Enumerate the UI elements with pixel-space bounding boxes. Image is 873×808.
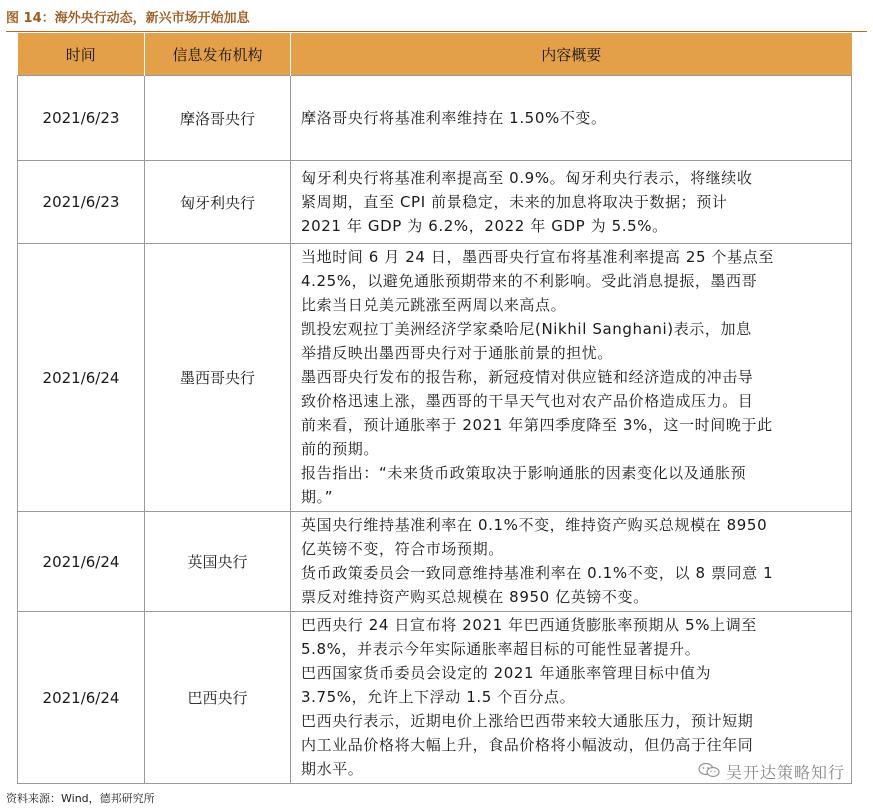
summary-line: 当地时间 6 月 24 日，墨西哥央行宣布将基准利率提高 25 个基点至 [301,248,774,266]
summary-line: 前的预期。 [301,440,380,458]
column-header-time: 时间 [18,33,145,76]
summary-line: 报告指出：“未来货币政策取决于影响通胀的因素变化以及通胀预 [301,464,747,482]
summary-line: 2021 年 GDP 为 6.2%，2022 年 GDP 为 5.5%。 [301,216,668,235]
summary-line: 巴西央行表示，近期电价上涨给巴西带来较大通胀压力，预计短期 [301,712,754,730]
row-organization: 英国央行 [145,512,291,612]
source-note: 资料来源：Wind，德邦研究所 [6,792,155,805]
summary-line: 5.8%，并表示今年实际通胀率超目标的可能性显著提升。 [301,640,701,658]
summary-line: 期。” [301,488,334,506]
summary-line: 紧周期，直至 CPI 前景稳定，未来的加息将取决于数据；预计 [301,192,728,211]
summary-line: 墨西哥央行发布的报告称，新冠疫情对供应链和经济造成的冲击导 [301,368,754,386]
summary-line: 致价格迅速上涨，墨西哥的干旱天气也对农产品价格造成压力。目 [301,392,754,410]
summary-line: 比索当日兑美元跳涨至两周以来高点。 [301,296,567,314]
column-header-org: 信息发布机构 [145,33,291,76]
summary-line: 摩洛哥央行将基准利率维持在 1.50%不变。 [301,108,607,127]
row-summary [291,612,852,784]
summary-line: 内工业品价格将大幅上升，食品价格将小幅波动，但仍高于往年同 [301,736,754,754]
row-summary [291,76,852,161]
figure-title: 图 14：海外央行动态，新兴市场开始加息 [6,11,250,26]
summary-line: 3.75%，允许上下浮动 1.5 个百分点。 [301,688,576,706]
table-row [18,512,852,612]
row-date: 2021/6/23 [18,161,145,244]
table-header-row [18,33,852,76]
table-row [18,244,852,512]
summary-line: 4.25%，以避免通胀预期带来的不利影响。受此消息提振，墨西哥 [301,272,758,290]
summary-line: 票反对维持资产购买总规模在 8950 亿英镑不变。 [301,588,649,606]
table-row [18,161,852,244]
summary-line: 货币政策委员会一致同意维持基准利率在 0.1%不变，以 8 票同意 1 [301,564,774,582]
summary-line: 期水平。 [301,760,364,778]
wechat-icon [698,762,720,782]
row-organization: 墨西哥央行 [145,244,291,512]
row-organization: 巴西央行 [145,612,291,784]
column-header-summary: 内容概要 [291,33,852,76]
row-summary [291,244,852,512]
central-bank-table [17,33,852,784]
summary-line: 英国央行维持基准利率在 0.1%不变，维持资产购买总规模在 8950 [301,516,768,534]
summary-line: 巴西国家货币委员会设定的 2021 年通胀率管理目标中值为 [301,664,712,682]
summary-line: 巴西央行 24 日宣布将 2021 年巴西通货膨胀率预期从 5%上调至 [301,616,757,634]
row-organization: 摩洛哥央行 [145,76,291,161]
summary-line: 凯投宏观拉丁美洲经济学家桑哈尼(Nikhil Sanghani)表示，加息 [301,320,752,338]
table-row [18,76,852,161]
summary-line: 前来看，预计通胀率于 2021 年第四季度降至 3%，这一时间晚于此 [301,416,773,434]
row-summary [291,161,852,244]
table-row [18,612,852,784]
row-date: 2021/6/24 [18,612,145,784]
row-date: 2021/6/24 [18,512,145,612]
row-organization: 匈牙利央行 [145,161,291,244]
summary-line: 亿英镑不变，符合市场预期。 [301,540,504,558]
summary-line: 匈牙利央行将基准利率提高至 0.9%。匈牙利央行表示，将继续收 [301,168,753,187]
row-date: 2021/6/23 [18,76,145,161]
summary-line: 举措反映出墨西哥央行对于通胀前景的担忧。 [301,344,614,362]
row-summary [291,512,852,612]
title-divider [6,31,867,32]
watermark-text: 吴开达策略知行 [725,763,845,782]
watermark [698,760,845,783]
row-date: 2021/6/24 [18,244,145,512]
